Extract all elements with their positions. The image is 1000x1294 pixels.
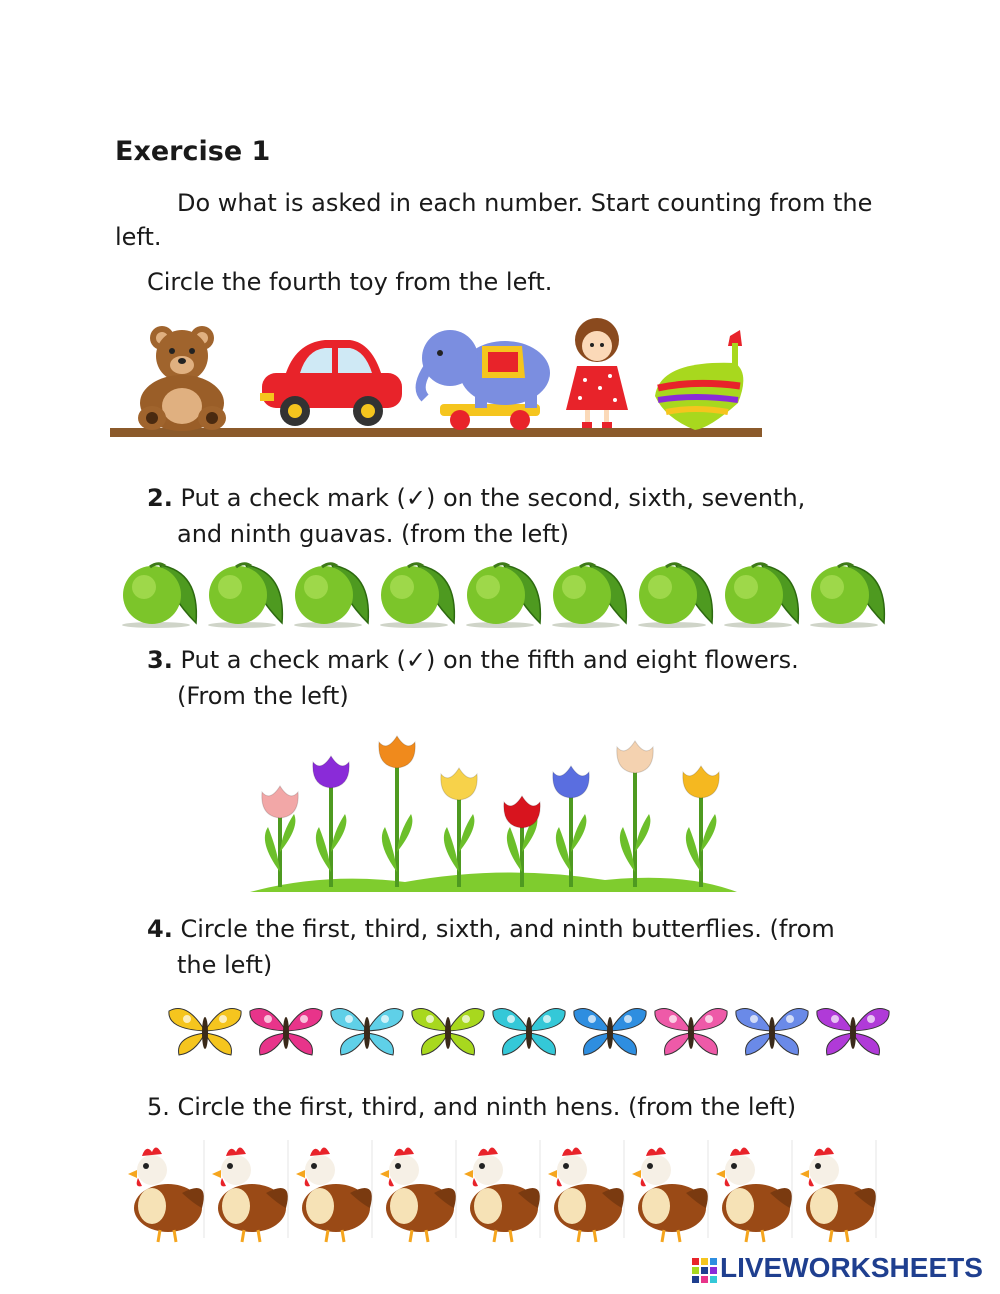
hen-5[interactable] xyxy=(464,1140,540,1242)
hen-3[interactable] xyxy=(296,1140,372,1242)
question-1 xyxy=(147,264,552,300)
question-5-text: Circle the first, third, and ninth hens. (from the left) xyxy=(177,1093,797,1121)
butterflies-row xyxy=(165,1003,895,1063)
hen-9[interactable] xyxy=(800,1140,876,1242)
toy-2-car[interactable] xyxy=(260,340,402,426)
question-3-text-line2: (From the left) xyxy=(177,682,349,710)
guava-5[interactable] xyxy=(466,564,540,628)
toy-5-spinning-top[interactable] xyxy=(655,330,743,430)
flower-3[interactable] xyxy=(379,736,415,887)
hen-8[interactable] xyxy=(716,1140,792,1242)
question-4 xyxy=(147,911,835,983)
question-2-text-line1: Put a check mark (✓) on the second, sixth, seventh, xyxy=(180,484,806,512)
guava-9[interactable] xyxy=(810,564,884,628)
question-2-text-line2: and ninth guavas. (from the left) xyxy=(177,520,570,548)
question-2 xyxy=(147,480,805,552)
toy-3-elephant[interactable] xyxy=(421,330,550,430)
hen-1[interactable] xyxy=(128,1140,204,1242)
butterfly-3[interactable] xyxy=(331,1009,403,1056)
toys-row xyxy=(110,318,765,443)
butterfly-4[interactable] xyxy=(412,1009,484,1056)
toy-4-doll[interactable] xyxy=(566,318,628,428)
question-3-number: 3. xyxy=(147,646,173,674)
flower-2[interactable] xyxy=(313,756,349,887)
hen-4[interactable] xyxy=(380,1140,456,1242)
hen-6[interactable] xyxy=(548,1140,624,1242)
question-4-text-line1: Circle the first, third, sixth, and ninth butterflies. (from xyxy=(180,915,835,943)
flower-8[interactable] xyxy=(683,766,719,887)
hen-2[interactable] xyxy=(212,1140,288,1242)
exercise-instructions: Do what is asked in each number. Start counting from the left. xyxy=(115,189,873,251)
question-3 xyxy=(147,642,799,714)
butterfly-1[interactable] xyxy=(169,1009,241,1056)
butterfly-7[interactable] xyxy=(655,1009,727,1056)
toy-1-teddy-bear[interactable] xyxy=(138,326,226,431)
flowers-row xyxy=(245,732,740,897)
question-5-number: 5. xyxy=(147,1093,170,1121)
question-3-text-line1: Put a check mark (✓) on the fifth and eight flowers. xyxy=(180,646,799,674)
flower-4[interactable] xyxy=(441,768,477,887)
liveworksheets-logo-icon xyxy=(692,1258,718,1284)
butterfly-5[interactable] xyxy=(493,1009,565,1056)
guava-2[interactable] xyxy=(208,564,282,628)
question-1-text: Circle the fourth toy from the left. xyxy=(147,268,553,296)
liveworksheets-logo xyxy=(692,1252,992,1286)
flower-6[interactable] xyxy=(553,766,589,887)
butterfly-2[interactable] xyxy=(250,1009,322,1056)
flower-1[interactable] xyxy=(262,786,298,887)
guavas-row xyxy=(112,557,887,629)
guava-1[interactable] xyxy=(122,564,196,628)
butterfly-8[interactable] xyxy=(736,1009,808,1056)
guava-8[interactable] xyxy=(724,564,798,628)
liveworksheets-brand: LIVEWORKSHEETS xyxy=(720,1252,983,1283)
grass xyxy=(250,872,737,892)
guava-6[interactable] xyxy=(552,564,626,628)
hen-7[interactable] xyxy=(632,1140,708,1242)
question-5 xyxy=(147,1089,796,1125)
guava-4[interactable] xyxy=(380,564,454,628)
hens-row xyxy=(122,1138,887,1246)
question-2-number: 2. xyxy=(147,484,173,512)
guava-3[interactable] xyxy=(294,564,368,628)
guava-7[interactable] xyxy=(638,564,712,628)
butterfly-9[interactable] xyxy=(817,1009,889,1056)
exercise-title: Exercise 1 xyxy=(115,136,271,167)
question-4-number: 4. xyxy=(147,915,173,943)
butterfly-6[interactable] xyxy=(574,1009,646,1056)
question-4-text-line2: the left) xyxy=(177,951,273,979)
flower-7[interactable] xyxy=(617,741,653,887)
